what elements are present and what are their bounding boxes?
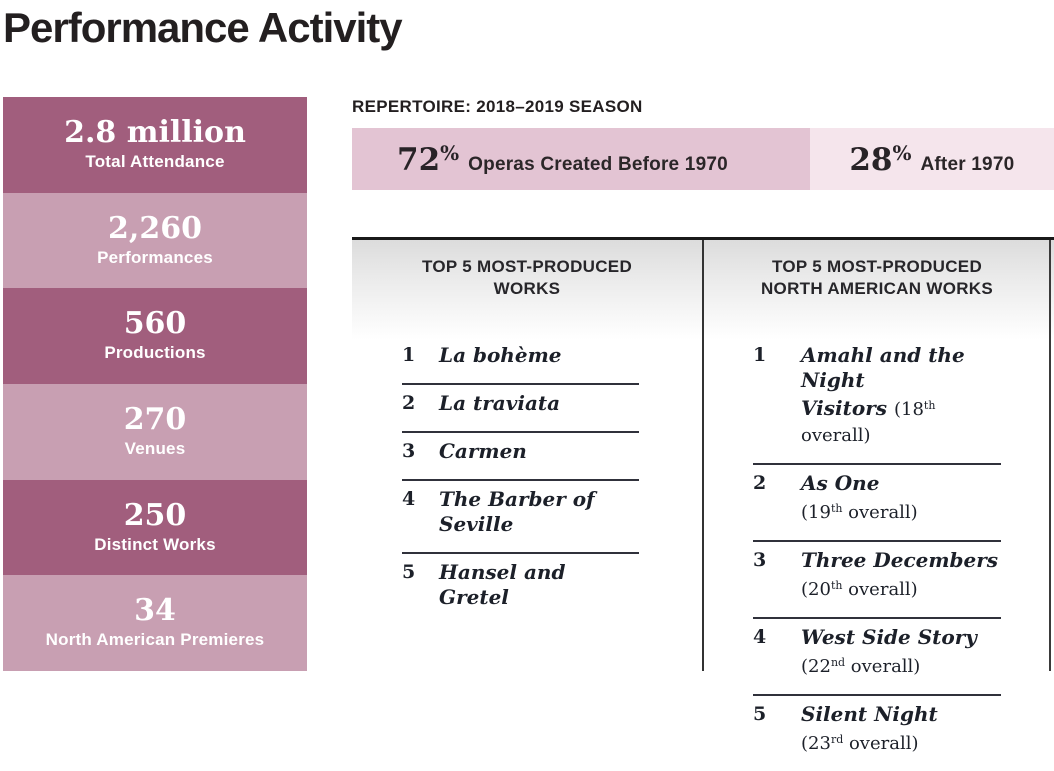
item-rank: 4 [402, 488, 416, 510]
stat-label: Productions [104, 343, 206, 363]
item-title: Amahl and the Night [801, 343, 965, 392]
item-note-line [801, 496, 918, 525]
note-close: overall) [842, 502, 918, 523]
repertoire-bar [352, 128, 1054, 190]
item-rank: 4 [753, 626, 767, 648]
note-ordinal-suffix: th [830, 579, 843, 592]
note-close: overall) [843, 733, 919, 754]
list-item [753, 619, 1001, 696]
note-open: (23 [801, 733, 831, 754]
top5-na-works-column [705, 240, 1049, 754]
top5-panel [352, 237, 1054, 754]
note-ordinal-suffix: th [923, 399, 936, 412]
stat-value: 2.8 million [64, 114, 246, 150]
list-item [402, 481, 639, 554]
segment-text [849, 140, 1015, 178]
stat-row-total-attendance [3, 97, 307, 193]
item-title: La bohème [439, 343, 562, 367]
item-rank: 3 [753, 549, 767, 571]
segment-percent-sign: % [892, 140, 912, 165]
item-note [801, 656, 920, 677]
item-note [801, 579, 918, 600]
repertoire-heading: REPERTOIRE: 2018–2019 SEASON [352, 97, 643, 116]
list-item [753, 465, 1001, 542]
stat-value: 250 [123, 497, 187, 533]
segment-label: After 1970 [920, 153, 1015, 175]
repertoire-segment-28pct [810, 128, 1054, 190]
top5-na-works-heading [705, 256, 1049, 300]
top5-na-works-heading-line1: TOP 5 MOST-PRODUCED [771, 257, 983, 276]
list-item [753, 542, 1001, 619]
segment-percent-value: 72 [397, 141, 441, 178]
note-open: (20 [801, 579, 831, 600]
item-title: Silent Night [801, 702, 938, 726]
item-rank: 5 [402, 561, 416, 583]
item-content [439, 487, 639, 537]
panel-right-edge-divider [1049, 240, 1051, 671]
top5-works-heading-line1: TOP 5 MOST-PRODUCED [421, 257, 633, 276]
page-title: Performance Activity [3, 4, 402, 51]
stat-row-distinct-works [3, 480, 307, 576]
item-content [801, 625, 977, 679]
item-rank: 1 [402, 344, 416, 366]
item-note-line [801, 727, 938, 756]
item-rank: 2 [753, 472, 767, 494]
stat-value: 560 [123, 306, 187, 342]
note-close: overall) [801, 425, 871, 446]
item-rank: 3 [402, 440, 416, 462]
item-note-line [801, 650, 977, 679]
stat-row-north-american-premieres [3, 575, 307, 671]
item-title: Hansel and Gretel [439, 560, 566, 609]
stats-column [3, 97, 307, 671]
item-title: Carmen [439, 439, 527, 463]
item-rank: 2 [402, 392, 416, 414]
stat-row-productions [3, 288, 307, 384]
column-divider [702, 240, 704, 671]
top5-works-column [352, 240, 702, 671]
note-open: (18 [893, 399, 924, 420]
item-title: La traviata [439, 391, 561, 415]
top5-works-heading-line2: WORKS [493, 279, 561, 298]
note-ordinal-suffix: th [830, 502, 843, 515]
repertoire-section [352, 97, 1054, 754]
stat-label: Venues [124, 439, 186, 458]
item-content [439, 343, 561, 368]
item-content [439, 439, 527, 464]
item-content [439, 560, 639, 610]
list-item [402, 433, 639, 481]
note-ordinal-suffix: rd [830, 733, 844, 746]
item-note [801, 502, 918, 523]
list-item [402, 337, 639, 385]
stat-row-venues [3, 384, 307, 480]
stat-label: North American Premieres [45, 630, 265, 650]
list-item [753, 696, 1001, 771]
item-content [801, 471, 918, 525]
stat-label: Total Attendance [85, 151, 225, 171]
repertoire-segment-72pct [352, 128, 810, 190]
item-title: As One [801, 471, 880, 495]
stat-value: 34 [134, 593, 176, 629]
item-title: The Barber of Seville [439, 487, 595, 536]
item-title: Three Decembers [801, 548, 999, 572]
segment-text [397, 140, 728, 178]
note-close: overall) [845, 656, 921, 677]
top5-na-works-list [753, 337, 1001, 771]
item-rank: 1 [753, 344, 767, 366]
top5-na-works-heading-line2: NORTH AMERICAN WORKS [760, 279, 994, 298]
item-content [439, 391, 560, 416]
segment-percent-sign: % [440, 140, 460, 165]
note-open: (22 [801, 656, 831, 677]
item-content [801, 548, 998, 602]
item-rank: 5 [753, 703, 767, 725]
note-open: (19 [801, 502, 831, 523]
item-content [801, 343, 1001, 448]
item-note-line [801, 573, 998, 602]
stat-label: Performances [97, 247, 213, 267]
item-note [801, 733, 919, 754]
item-title: Visitors [801, 396, 887, 420]
list-item [402, 385, 639, 433]
segment-percent-value: 28 [849, 141, 893, 178]
note-ordinal-suffix: nd [830, 656, 846, 669]
list-item [402, 554, 639, 625]
stat-row-performances [3, 193, 307, 289]
segment-label: Operas Created Before 1970 [468, 153, 728, 175]
stat-label: Distinct Works [94, 534, 216, 554]
stat-value: 270 [123, 402, 187, 437]
item-title: West Side Story [801, 625, 977, 649]
top5-works-heading [352, 256, 702, 300]
stat-value: 2,260 [108, 210, 202, 246]
note-close: overall) [842, 579, 918, 600]
item-content [801, 702, 938, 756]
list-item [753, 337, 1001, 465]
top5-works-list [402, 337, 639, 625]
